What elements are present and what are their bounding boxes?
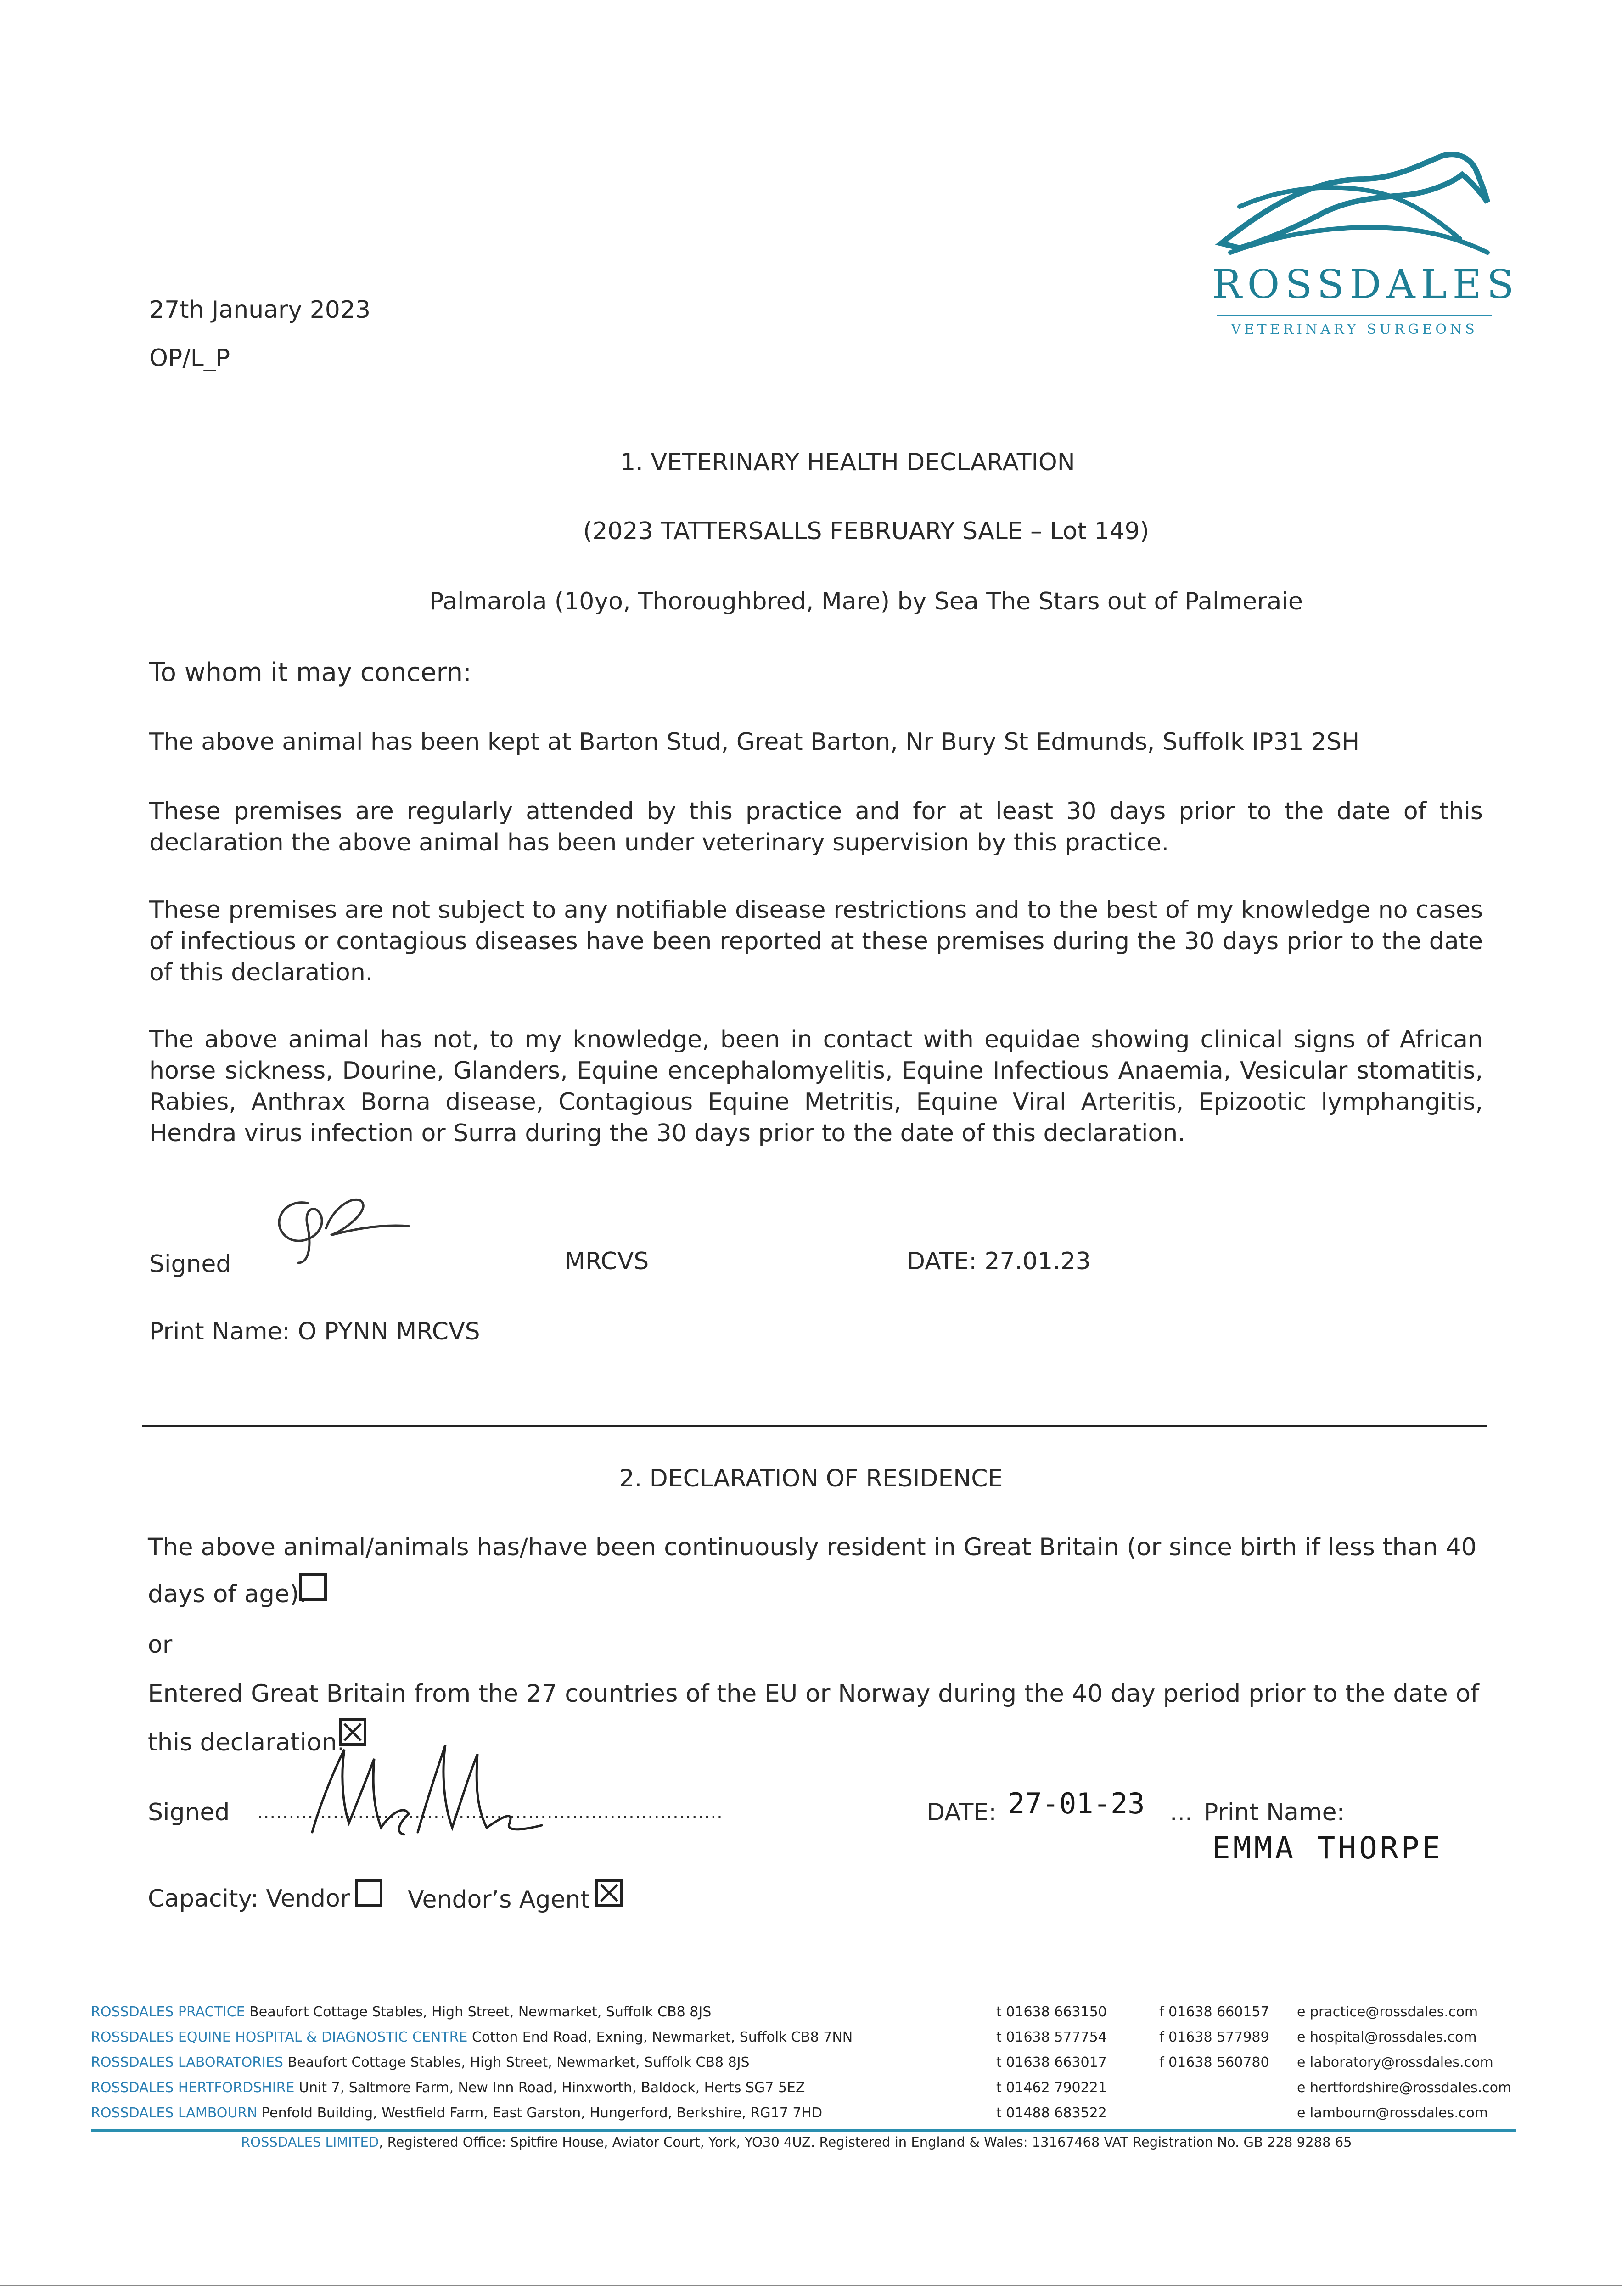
company-label: ROSSDALES LIMITED <box>241 2134 379 2150</box>
footer-email[interactable]: e hospital@rossdales.com <box>1297 2029 1477 2045</box>
letter-date: 27th January 2023 <box>149 296 371 324</box>
footer-company-line <box>241 2133 1352 2151</box>
footer-label: ROSSDALES HERTFORDSHIRE <box>91 2080 295 2096</box>
footer-address: Penfold Building, Westfield Farm, East Garston, Hungerford, Berkshire, RG17 7HD <box>262 2105 823 2121</box>
footer-fax: f 01638 577989 <box>1159 2029 1269 2045</box>
agent-print-name-value: EMMA THORPE <box>1212 1830 1443 1866</box>
agent-print-name-label: Print Name: <box>1204 1799 1345 1826</box>
footer-email[interactable]: e lambourn@rossdales.com <box>1297 2105 1488 2121</box>
footer-tel: t 01488 683522 <box>996 2105 1107 2121</box>
footer-fax: f 01638 560780 <box>1159 2054 1269 2071</box>
footer-email[interactable]: e practice@rossdales.com <box>1297 2004 1478 2020</box>
section-divider <box>142 1425 1487 1427</box>
agent-date-value: 27-01-23 <box>1008 1787 1145 1820</box>
paragraph-supervision: These premises are regularly attended by this practice and for at least 30 days prior to the date of this declaration the above animal has been under veterinary supervision by this practice. <box>149 798 1483 856</box>
footer-label: ROSSDALES EQUINE HOSPITAL & DIAGNOSTIC CENTRE <box>91 2029 468 2045</box>
vet-signature <box>257 1185 441 1272</box>
animal-description: Palmarola (10yo, Thoroughbred, Mare) by Sea The Stars out of Palmeraie <box>429 588 1303 615</box>
section1-subtitle: (2023 TATTERSALLS FEBRUARY SALE – Lot 149) <box>583 518 1150 545</box>
footer-tel: t 01638 663150 <box>996 2004 1107 2020</box>
vet-qualification: MRCVS <box>565 1248 649 1275</box>
paragraph-premises: The above animal has been kept at Barton Stud, Great Barton, Nr Bury St Edmunds, Suffolk IP31 2SH <box>149 728 1360 756</box>
agent-date-label: DATE: <box>926 1799 997 1826</box>
paragraph-diseases: The above animal has not, to my knowledge, been in contact with equidae showing clinical signs of African horse sickness, Dourine, Glanders, Equine encephalomyelitis, Equine Infectious Anaemia, Vesicular stomatitis, Rabies, Anthrax Borna disease, Contagious Equine Metritis, Equine Viral Arteritis, Epizootic lymphangitis, Hendra virus infection or Surra during the 30 days prior to the date of this declaration. <box>149 1026 1483 1147</box>
vet-print-name: Print Name: O PYNN MRCVS <box>149 1318 480 1345</box>
footer-email[interactable]: e hertfordshire@rossdales.com <box>1297 2080 1512 2096</box>
agent-signed-label: Signed <box>148 1799 230 1826</box>
section1-title: 1. VETERINARY HEALTH DECLARATION <box>620 449 1075 476</box>
agent-date-dots: ... <box>1170 1799 1193 1826</box>
footer-fax: f 01638 660157 <box>1159 2004 1269 2020</box>
vet-signed-label: Signed <box>149 1250 231 1278</box>
footer-tel: t 01638 663017 <box>996 2054 1107 2071</box>
residence-option1-line1: The above animal/animals has/have been continuously resident in Great Britain (or since birth if less than 40 <box>148 1533 1477 1561</box>
footer-label: ROSSDALES PRACTICE <box>91 2004 245 2020</box>
residence-option2-line1: Entered Great Britain from the 27 countries of the EU or Norway during the 40 day period prior to the date of <box>148 1680 1479 1708</box>
footer-row-practice <box>91 2003 711 2021</box>
footer-tel: t 01462 790221 <box>996 2080 1107 2096</box>
agent-signature <box>294 1731 551 1841</box>
or-text: or <box>148 1631 173 1659</box>
section2-title: 2. DECLARATION OF RESIDENCE <box>619 1465 1003 1492</box>
page-bottom-rule <box>0 2285 1622 2286</box>
logo-name: ROSSDALES <box>1212 262 1520 308</box>
footer-row-hospital <box>91 2028 853 2047</box>
footer-label: ROSSDALES LABORATORIES <box>91 2054 283 2071</box>
footer-address: Unit 7, Saltmore Farm, New Inn Road, Hinxworth, Baldock, Herts SG7 5EZ <box>299 2080 805 2096</box>
footer-address: Beaufort Cottage Stables, High Street, Newmarket, Suffolk CB8 8JS <box>249 2004 712 2020</box>
footer-tel: t 01638 577754 <box>996 2029 1107 2045</box>
checkbox-cross-icon <box>598 1882 620 1904</box>
footer-row-hertfordshire <box>91 2079 805 2097</box>
footer-address: Beaufort Cottage Stables, High Street, Newmarket, Suffolk CB8 8JS <box>287 2054 750 2071</box>
company-registration: , Registered Office: Spitfire House, Aviator Court, York, YO30 4UZ. Registered in England & Wales: 13167468 VAT Registration No. GB 228 9288 65 <box>379 2134 1352 2150</box>
footer-address: Cotton End Road, Exning, Newmarket, Suffolk CB8 7NN <box>472 2029 853 2045</box>
vet-declaration-date: DATE: 27.01.23 <box>907 1248 1091 1275</box>
footer-row-laboratories <box>91 2054 750 2072</box>
vendor-checkbox[interactable] <box>355 1879 382 1907</box>
footer-divider <box>91 2129 1516 2132</box>
vendors-agent-checkbox[interactable] <box>595 1879 623 1907</box>
letter-reference: OP/L_P <box>149 344 230 372</box>
capacity-vendor-label: Capacity: Vendor <box>148 1885 350 1913</box>
agent-signature-line: .......................................................................... <box>257 1802 723 1823</box>
footer-row-lambourn <box>91 2104 822 2122</box>
residence-option2-line2: this declaration. <box>148 1728 345 1756</box>
continuous-residence-checkbox[interactable] <box>299 1573 327 1601</box>
paragraph-restrictions: These premises are not subject to any notifiable disease restrictions and to the best of my knowledge no cases of infectious or contagious diseases have been reported at these premises during the 30 days prior to the date of this declaration. <box>149 896 1483 986</box>
salutation: To whom it may concern: <box>149 658 471 687</box>
vendors-agent-label: Vendor’s Agent <box>408 1886 590 1913</box>
residence-option1-line2: days of age). <box>148 1580 307 1608</box>
logo-tagline: VETERINARY SURGEONS <box>1231 321 1478 338</box>
horse-logo-icon <box>1212 138 1497 257</box>
footer-label: ROSSDALES LAMBOURN <box>91 2105 258 2121</box>
logo-divider <box>1217 315 1492 316</box>
footer-email[interactable]: e laboratory@rossdales.com <box>1297 2054 1493 2071</box>
